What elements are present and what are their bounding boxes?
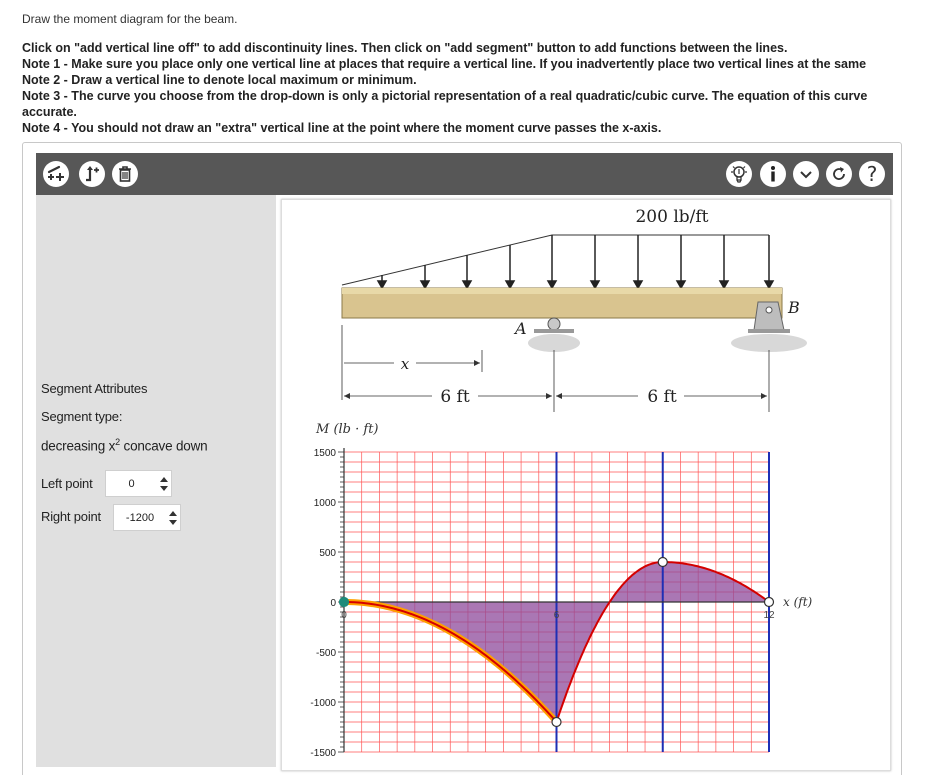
moment-diagram-widget [22, 142, 902, 775]
y-tick-label: 1500 [313, 448, 336, 459]
reset-icon [829, 164, 849, 184]
x-tick-label: 0 [341, 610, 347, 621]
segment-point[interactable] [340, 598, 349, 607]
add-vertical-line-button[interactable] [79, 161, 105, 187]
toolbar [36, 153, 893, 195]
moment-chart[interactable] [310, 422, 812, 759]
lightbulb-icon [729, 164, 749, 184]
beam-figure [342, 207, 807, 412]
add-segment-button[interactable] [43, 161, 69, 187]
instructions [22, 12, 927, 136]
hint-button[interactable] [726, 161, 752, 187]
support-a [528, 318, 580, 352]
up-down-arrow-icon [159, 476, 169, 492]
diagram-svg [282, 200, 892, 772]
question-text: Draw the moment diagram for the beam. [22, 12, 238, 26]
segment-type-value[interactable] [41, 437, 207, 454]
beam-highlight [342, 288, 782, 294]
diagram-canvas [281, 199, 891, 771]
segment-type-suffix: concave down [119, 438, 208, 454]
left-point-arrows[interactable] [157, 471, 171, 496]
span-2-label: 6 ft [647, 387, 677, 407]
instruction-line: Click on "add vertical line off" to add discontinuity lines. Then click on "add segment" button to add functions between the lines. [22, 41, 788, 55]
note-1: Note 1 - Make sure you place only one vertical line at places that require a vertical line. If you inadvertently place two vertical lines at the same [22, 57, 867, 71]
add-vertical-line-icon [82, 164, 102, 184]
y-tick-label: 500 [319, 548, 336, 559]
span-1-label: 6 ft [440, 387, 470, 407]
y-tick-label: -1000 [310, 698, 336, 709]
segment-type-label: Segment type: [41, 409, 123, 424]
segment-attributes-panel [36, 195, 276, 767]
info-icon [763, 164, 783, 184]
y-tick-label: 1000 [313, 498, 336, 509]
right-point-stepper[interactable] [113, 504, 181, 531]
left-point-label: Left point [41, 476, 93, 491]
help-button[interactable] [859, 161, 885, 187]
left-point-stepper[interactable] [105, 470, 172, 497]
load-arrows [378, 235, 773, 288]
x-axis-title: x (ft) [783, 595, 813, 609]
note-2: Note 2 - Draw a vertical line to denote local maximum or minimum. [22, 73, 417, 87]
right-point-arrows[interactable] [166, 505, 180, 530]
segment-point[interactable] [552, 718, 561, 727]
note-3: Note 3 - The curve you choose from the drop-down is only a pictorial representation of a real quadratic/cubic curve. The equation of this curve [22, 89, 868, 103]
segment-point[interactable] [658, 558, 667, 567]
right-point-label: Right point [41, 509, 101, 524]
x-tick-label: 12 [763, 610, 775, 621]
segment-point[interactable] [765, 598, 774, 607]
load-label: 200 lb/ft [635, 207, 709, 227]
y-axis-title: M (lb · ft) [316, 422, 379, 437]
support-a-label: A [515, 319, 527, 338]
trash-icon [115, 164, 135, 184]
delete-button[interactable] [112, 161, 138, 187]
segment-type-exponent: 2 [115, 437, 120, 447]
x-tick-label: 6 [553, 610, 560, 621]
chevron-down-icon [796, 164, 816, 184]
y-tick-label: -500 [315, 648, 336, 659]
right-point-value: -1200 [125, 511, 155, 524]
options-dropdown-button[interactable] [793, 161, 819, 187]
help-icon: ? [866, 162, 878, 186]
reset-button[interactable] [826, 161, 852, 187]
add-segment-icon [46, 164, 66, 184]
segment-type-prefix: decreasing x [41, 438, 116, 454]
info-button[interactable] [760, 161, 786, 187]
y-tick-label: -1500 [310, 748, 336, 759]
up-down-arrow-icon [168, 510, 178, 526]
x-dimension-label: x [400, 355, 410, 373]
note-4: Note 4 - You should not draw an "extra" vertical line at the point where the moment curve passes the x-axis. [22, 121, 662, 135]
panel-title: Segment Attributes [41, 381, 148, 396]
load-outline [342, 235, 769, 285]
note-3-continued: accurate. [22, 105, 77, 119]
y-tick-label: 0 [330, 598, 336, 609]
support-b-label: B [788, 298, 800, 317]
left-point-value: 0 [128, 477, 135, 490]
